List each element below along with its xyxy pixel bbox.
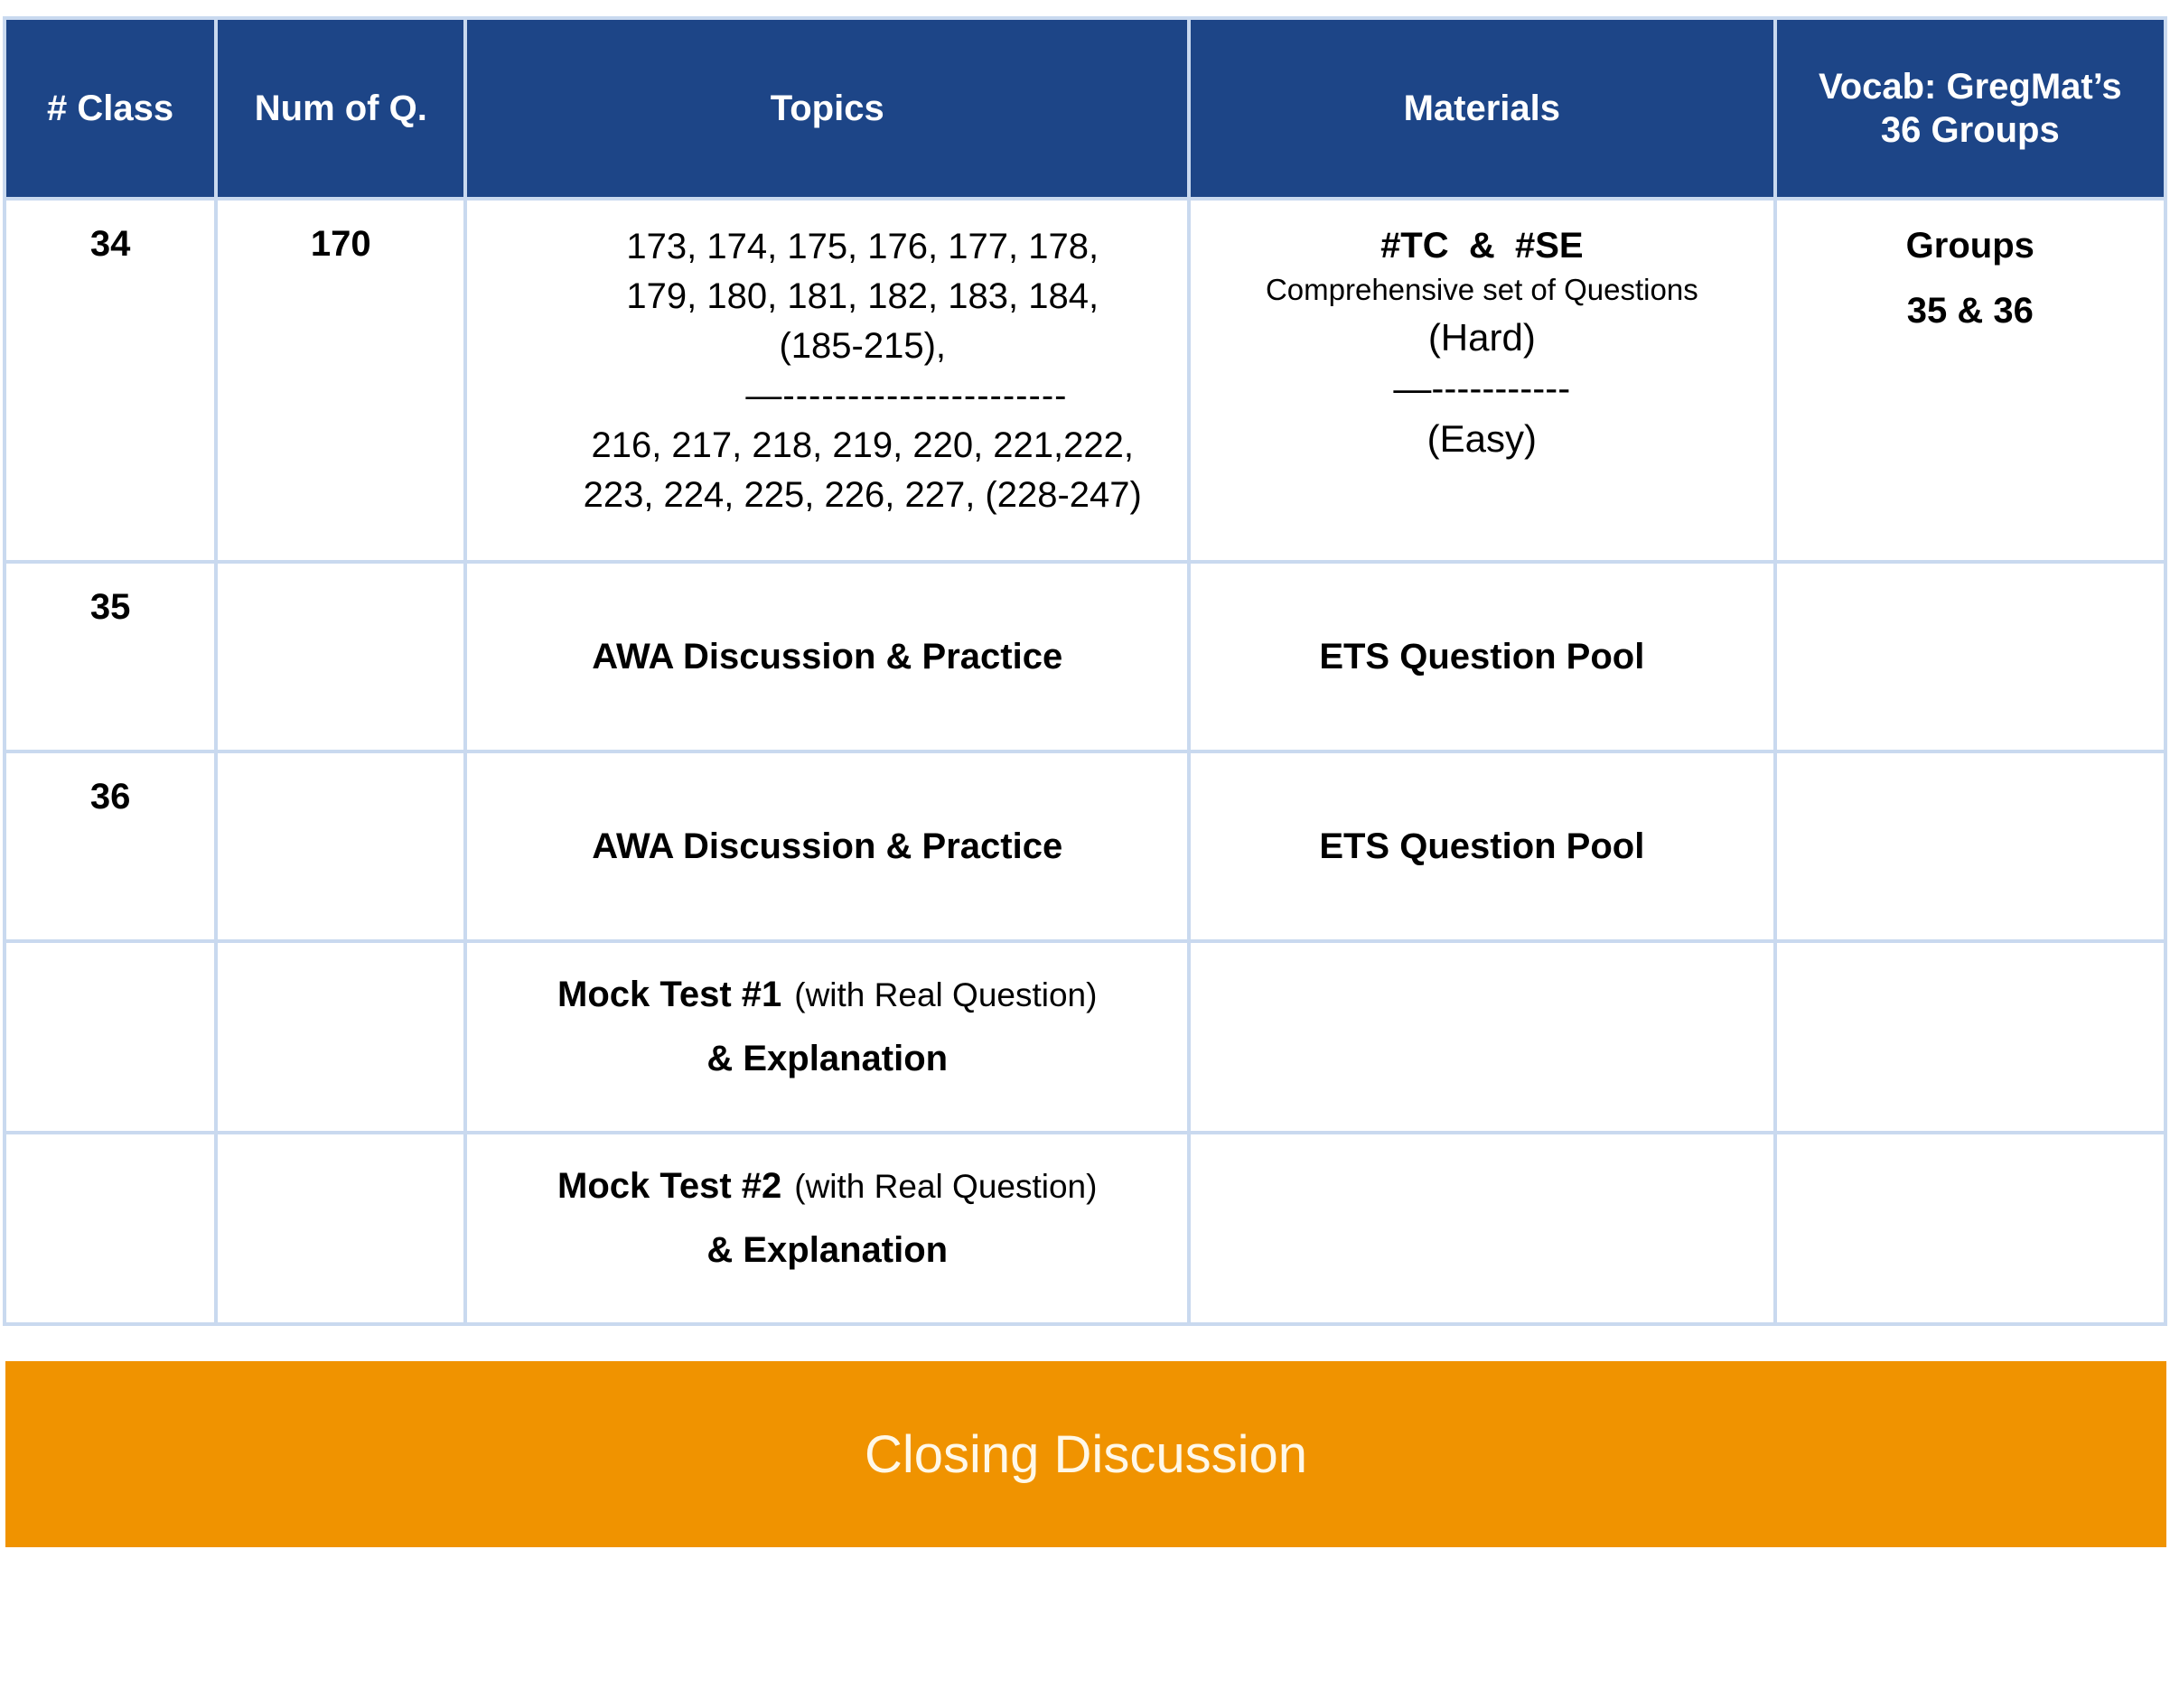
mock-test-explanation: & Explanation xyxy=(706,1230,949,1270)
class-number xyxy=(5,1133,216,1324)
num-questions xyxy=(216,941,465,1133)
mock-test-explanation: & Explanation xyxy=(706,1039,949,1078)
materials-cell: ETS Question Pool xyxy=(1189,751,1775,941)
closing-discussion-label: Closing Discussion xyxy=(865,1424,1307,1484)
materials-cell xyxy=(1189,1133,1775,1324)
num-questions xyxy=(216,1133,465,1324)
table-row xyxy=(5,1133,2165,1324)
topics-cell: AWA Discussion & Practice xyxy=(465,751,1189,941)
topics-divider: —---------------------- xyxy=(745,376,1068,415)
mock-test-title: Mock Test #2 xyxy=(557,1166,782,1206)
header-row xyxy=(5,18,2165,199)
materials-cell xyxy=(1189,941,1775,1133)
class-number: 34 xyxy=(5,199,216,562)
mock-test-line xyxy=(467,963,1187,1027)
topics-cell xyxy=(465,199,1189,562)
header-class: # Class xyxy=(5,18,216,199)
table-row xyxy=(5,941,2165,1133)
topics-line: 223, 224, 225, 226, 227, (228-247) xyxy=(583,475,1142,515)
class-number: 36 xyxy=(5,751,216,941)
class-schedule-table xyxy=(3,16,2167,1326)
header-vocab-line1: Vocab: GregMat’s xyxy=(1818,67,2122,107)
topics-cell xyxy=(465,941,1189,1133)
header-vocab xyxy=(1775,18,2165,199)
closing-discussion-banner xyxy=(5,1361,2166,1547)
vocab-cell xyxy=(1775,562,2165,751)
topics-line: 216, 217, 218, 219, 220, 221,222, xyxy=(591,425,1134,465)
header-vocab-line2: 36 Groups xyxy=(1880,110,2060,150)
materials-cell: ETS Question Pool xyxy=(1189,562,1775,751)
class-number xyxy=(5,941,216,1133)
table-row xyxy=(5,199,2165,562)
materials-level-easy: (Easy) xyxy=(1426,417,1537,460)
vocab-cell xyxy=(1775,199,2165,562)
materials-divider: —----------- xyxy=(1393,367,1571,409)
header-num-questions: Num of Q. xyxy=(216,18,465,199)
vocab-cell xyxy=(1775,751,2165,941)
mock-test-note: (with Real Question) xyxy=(794,1168,1098,1205)
table-row xyxy=(5,751,2165,941)
num-questions: 170 xyxy=(216,199,465,562)
topics-line: 179, 180, 181, 182, 183, 184, xyxy=(626,276,1099,316)
topics-line: 173, 174, 175, 176, 177, 178, xyxy=(626,227,1099,266)
topics-cell: AWA Discussion & Practice xyxy=(465,562,1189,751)
materials-title: #TC & #SE xyxy=(1380,226,1584,266)
table-row xyxy=(5,562,2165,751)
topics-line: (185-215), xyxy=(779,326,947,366)
materials-subtitle: Comprehensive set of Questions xyxy=(1265,273,1698,306)
vocab-line2: 35 & 36 xyxy=(1906,291,2034,331)
vocab-cell xyxy=(1775,941,2165,1133)
header-topics: Topics xyxy=(465,18,1189,199)
class-number: 35 xyxy=(5,562,216,751)
num-questions xyxy=(216,751,465,941)
materials-cell xyxy=(1189,199,1775,562)
mock-test-note: (with Real Question) xyxy=(794,976,1098,1013)
materials-level-hard: (Hard) xyxy=(1427,316,1536,359)
vocab-cell xyxy=(1775,1133,2165,1324)
header-materials: Materials xyxy=(1189,18,1775,199)
num-questions xyxy=(216,562,465,751)
topics-cell xyxy=(465,1133,1189,1324)
mock-test-line xyxy=(467,1154,1187,1218)
vocab-line1: Groups xyxy=(1905,226,2034,266)
mock-test-title: Mock Test #1 xyxy=(557,975,782,1014)
